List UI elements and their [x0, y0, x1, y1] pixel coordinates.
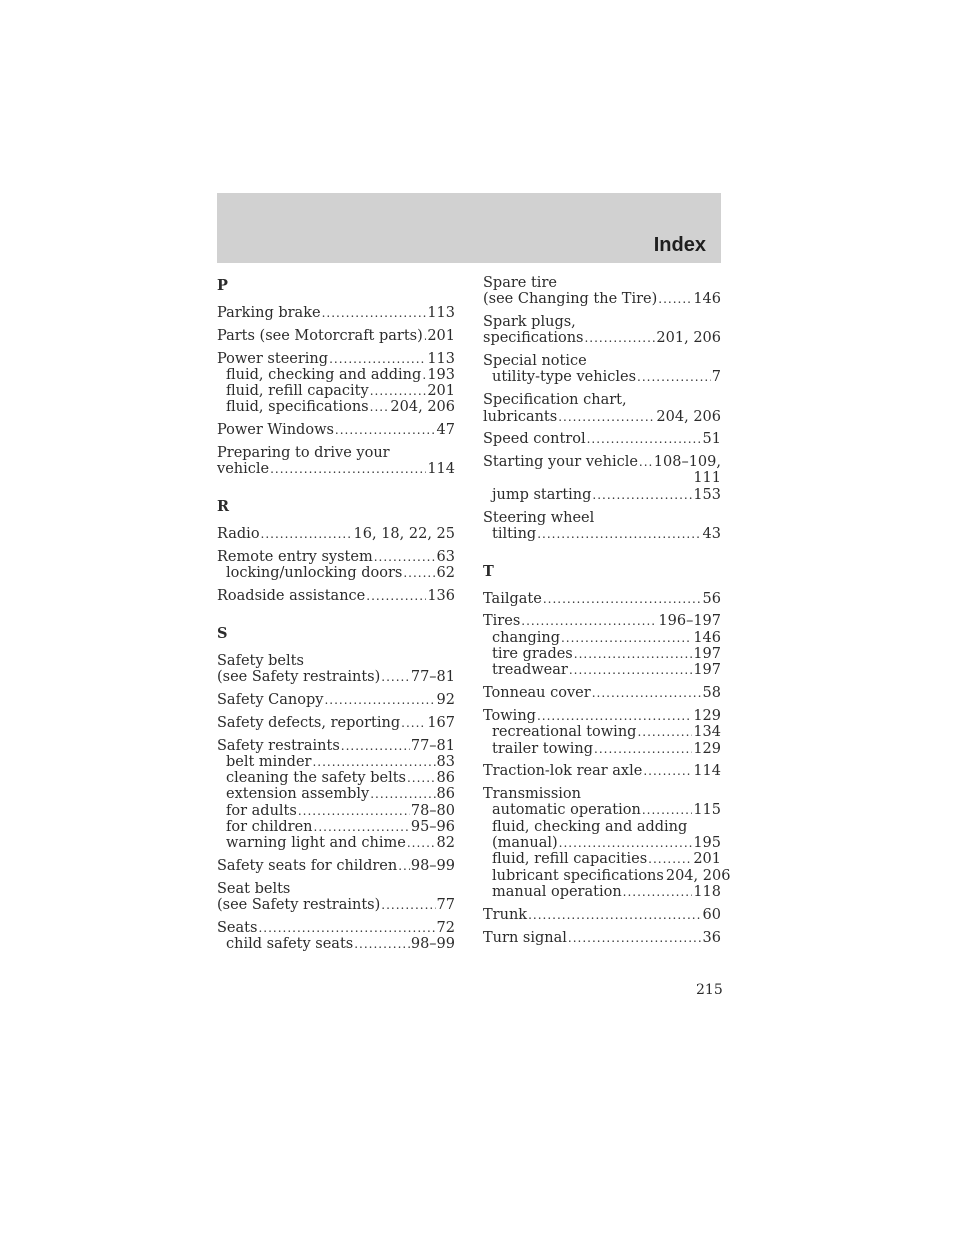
index-entry	[217, 920, 455, 953]
index-entry-line	[483, 591, 721, 607]
page-reference: 62	[436, 565, 455, 582]
entry-text: warning light and chime	[226, 835, 406, 852]
dot-leader	[569, 662, 692, 678]
index-entry-line	[483, 454, 721, 470]
index-entry	[483, 510, 721, 543]
dot-leader	[521, 613, 657, 629]
index-entry	[217, 588, 455, 604]
dot-leader	[637, 369, 711, 385]
dot-leader	[537, 708, 692, 724]
page-reference: 58	[702, 685, 721, 702]
entry-text: Tonneau cover	[483, 685, 591, 702]
index-entry-line	[483, 930, 721, 946]
index-subentry-line	[483, 802, 721, 818]
page-reference: 114	[427, 461, 455, 478]
page-reference: 77–81	[410, 737, 455, 754]
index-entry-line	[483, 708, 721, 724]
index-entry-line	[217, 897, 455, 913]
dot-leader	[658, 291, 692, 307]
dot-leader	[370, 399, 390, 415]
index-entry	[483, 930, 721, 946]
page-reference: 129	[693, 707, 721, 724]
entry-text: Parts (see Motorcraft parts)	[217, 327, 423, 344]
index-entry	[483, 685, 721, 701]
index-subentry-line	[483, 646, 721, 662]
page-reference: 146	[693, 291, 721, 308]
page-reference: 118	[693, 883, 721, 900]
entry-text: Seats	[217, 920, 258, 937]
dot-leader	[537, 526, 701, 542]
page-reference: 204, 206	[656, 408, 721, 425]
dot-leader	[594, 741, 692, 757]
page-reference: 82	[436, 835, 455, 852]
dot-leader	[561, 630, 692, 646]
entry-text: utility-type vehicles	[492, 369, 637, 386]
index-entry	[483, 786, 731, 900]
index-subentry-line	[217, 754, 455, 770]
page-reference: 129	[693, 740, 721, 757]
entry-text: tire grades	[492, 646, 573, 663]
index-entry-line	[217, 858, 455, 874]
entry-text: Specification chart,	[483, 392, 627, 409]
entry-text: fluid, refill capacities	[492, 851, 648, 868]
dot-leader	[407, 835, 436, 851]
entry-text: manual operation	[492, 883, 622, 900]
dot-leader	[258, 920, 435, 936]
index-subentry-line	[217, 770, 455, 786]
page-reference: 108–109,	[653, 454, 721, 471]
page-reference: 98–99	[410, 858, 455, 875]
page-number: 215	[696, 982, 723, 998]
dot-leader	[329, 351, 426, 367]
entry-text: recreational towing	[492, 724, 637, 741]
index-entry-line	[483, 353, 721, 369]
entry-text: locking/unlocking doors	[226, 565, 403, 582]
dot-leader	[574, 646, 693, 662]
index-subentry-line	[217, 786, 455, 802]
dot-leader	[354, 936, 410, 952]
page-title: Index	[653, 234, 706, 256]
dot-leader	[639, 454, 653, 470]
dot-leader	[403, 565, 435, 581]
page-reference: 98–99	[410, 936, 455, 953]
page-reference: 196–197	[658, 613, 721, 630]
entry-text: child safety seats	[226, 936, 354, 953]
dot-leader	[407, 770, 436, 786]
index-subentry-line	[217, 835, 455, 851]
page-reference: 36	[702, 929, 721, 946]
page-reference: 56	[702, 590, 721, 607]
section-gap	[217, 611, 455, 623]
index-subentry-line	[483, 819, 721, 835]
dot-leader	[341, 738, 410, 754]
entry-text: jump starting	[492, 486, 592, 503]
entry-text: Tires	[483, 613, 521, 630]
entry-text: lubricant specifications	[492, 867, 664, 884]
entry-text: (manual)	[492, 835, 558, 852]
index-entry-line	[483, 409, 721, 425]
entry-text: belt minder	[226, 753, 312, 770]
entry-text: Safety seats for children	[217, 858, 398, 875]
index-entry	[217, 526, 455, 542]
index-subentry-line	[217, 383, 455, 399]
index-entry-line	[217, 445, 455, 461]
index-subentry-line	[217, 803, 455, 819]
dot-leader	[335, 422, 436, 438]
index-subentry-line	[217, 399, 455, 415]
index-entry-line	[483, 314, 721, 330]
index-subentry-line	[483, 741, 721, 757]
entry-text: Safety restraints	[217, 737, 340, 754]
page-reference: 111	[693, 470, 721, 487]
entry-text: Power steering	[217, 350, 329, 367]
index-entry	[217, 422, 455, 438]
index-entry	[483, 708, 721, 757]
page-reference: 60	[702, 906, 721, 923]
index-entry-line	[483, 291, 721, 307]
index-entry	[483, 314, 721, 347]
index-entry-line	[483, 613, 721, 629]
entry-text: Spark plugs,	[483, 314, 576, 331]
entry-text: Tailgate	[483, 590, 542, 607]
entry-text: trailer towing	[492, 740, 594, 757]
index-subentry-line	[483, 724, 721, 740]
index-subentry-line	[483, 884, 721, 900]
page-reference: 167	[427, 714, 455, 731]
index-subentry-line	[217, 367, 455, 383]
index-entry-line	[217, 715, 455, 731]
entry-text: Parking brake	[217, 305, 321, 321]
entry-text: Turn signal	[483, 929, 567, 946]
index-column-right	[483, 275, 731, 952]
dot-leader	[559, 835, 693, 851]
entry-text: Spare tire	[483, 275, 557, 291]
entry-text: Seat belts	[217, 880, 291, 897]
page-reference: 197	[693, 646, 721, 663]
page-reference: 134	[693, 724, 721, 741]
entry-text: Towing	[483, 707, 536, 724]
index-entry-line	[217, 588, 455, 604]
page-reference: 72	[436, 920, 455, 937]
dot-leader	[528, 907, 701, 923]
entry-text: fluid, checking and adding	[226, 366, 422, 383]
index-entry	[217, 881, 455, 914]
dot-leader	[592, 487, 692, 503]
index-entry	[483, 353, 721, 386]
section-gap	[217, 484, 455, 496]
entry-text: for adults	[226, 802, 297, 819]
entry-text: Speed control	[483, 431, 586, 448]
index-entry-line	[217, 653, 455, 669]
page-reference: 201	[427, 383, 455, 400]
dot-leader	[623, 884, 693, 900]
index-column-left	[217, 275, 455, 959]
page-reference: 201	[427, 327, 455, 344]
page-reference: 51	[702, 431, 721, 448]
page-reference: 78–80	[410, 802, 455, 819]
index-entry	[217, 305, 455, 321]
dot-leader	[314, 819, 410, 835]
page-reference: 114	[693, 763, 721, 780]
page-reference: 204, 206	[665, 867, 731, 884]
section-gap	[483, 549, 721, 561]
index-entry-line	[217, 328, 455, 344]
entry-text: Special notice	[483, 353, 587, 370]
dot-leader	[587, 431, 702, 447]
page-reference: 77–81	[410, 669, 455, 686]
index-entry-line	[217, 461, 455, 477]
index-entry-line	[483, 907, 721, 923]
index-entry-line	[217, 669, 455, 685]
entry-text: Safety Canopy	[217, 691, 324, 708]
page-reference: 113	[427, 305, 455, 321]
dot-leader	[643, 763, 692, 779]
index-entry-line	[217, 351, 455, 367]
index-entry-line	[483, 685, 721, 701]
entry-text: (see Changing the Tire)	[483, 291, 658, 308]
index-entry-line	[217, 526, 455, 542]
index-subentry-line	[217, 936, 455, 952]
index-entry	[217, 549, 455, 582]
dot-leader	[637, 724, 692, 740]
dot-leader	[322, 305, 427, 321]
index-subentry-line	[217, 565, 455, 581]
entry-text: changing	[492, 629, 560, 646]
entry-text: (see Safety restraints)	[217, 897, 381, 914]
index-entry-line	[483, 392, 721, 408]
entry-text: fluid, checking and adding	[492, 818, 688, 835]
page-reference: 43	[702, 525, 721, 542]
dot-leader	[584, 330, 655, 346]
section-letter: P	[217, 277, 228, 294]
entry-text: Preparing to drive your	[217, 445, 390, 462]
index-entry-line	[483, 275, 721, 291]
section-letter: R	[217, 498, 230, 516]
dot-leader	[422, 367, 426, 383]
entry-text: vehicle	[217, 461, 270, 478]
dot-leader	[592, 685, 702, 701]
index-entry	[217, 653, 455, 686]
index-entry	[217, 692, 455, 708]
entry-text: Trunk	[483, 906, 528, 923]
page-reference: 197	[693, 662, 721, 679]
dot-leader	[370, 786, 435, 802]
entry-text: Traction-lok rear axle	[483, 763, 643, 780]
page-reference: 115	[693, 802, 721, 819]
dot-leader	[558, 409, 655, 425]
entry-text: fluid, specifications	[226, 399, 369, 416]
entry-text: Roadside assistance	[217, 588, 366, 605]
index-entry-line	[483, 763, 721, 779]
index-subentry-line	[483, 867, 731, 884]
dot-leader	[366, 588, 426, 604]
page-reference: 153	[693, 486, 721, 503]
page-reference: 95–96	[410, 819, 455, 836]
dot-leader	[374, 549, 436, 565]
index-entry-line	[483, 330, 721, 346]
page-reference: 47	[436, 422, 455, 439]
index-entry-line	[217, 422, 455, 438]
index-subentry-line	[483, 369, 721, 385]
section-letter: T	[483, 562, 494, 580]
index-subentry-line	[217, 819, 455, 835]
index-entry	[483, 275, 721, 308]
dot-leader	[370, 383, 427, 399]
dot-leader	[324, 692, 435, 708]
page-reference: 204, 206	[390, 399, 455, 416]
index-entry	[217, 715, 455, 731]
entry-text: specifications	[483, 330, 584, 347]
index-entry	[217, 738, 455, 852]
index-entry-line	[483, 470, 721, 486]
index-entry	[217, 858, 455, 874]
index-entry	[217, 328, 455, 344]
index-entry-line	[483, 786, 721, 802]
section-letter: S	[217, 624, 228, 642]
page-reference: 77	[436, 897, 455, 914]
entry-text: lubricants	[483, 408, 558, 425]
page-reference: 16, 18, 22, 25	[353, 526, 455, 543]
page-reference: 201	[693, 851, 721, 868]
index-entry	[483, 431, 721, 447]
index-entry-line	[217, 920, 455, 936]
dot-leader	[381, 897, 435, 913]
dot-leader	[381, 669, 410, 685]
index-entry-line	[483, 431, 721, 447]
entry-text: cleaning the safety belts	[226, 770, 406, 787]
index-entry-line	[217, 305, 455, 321]
page-reference: 136	[427, 588, 455, 605]
dot-leader	[312, 754, 435, 770]
index-entry-line	[483, 510, 721, 526]
entry-text: Radio	[217, 526, 260, 543]
index-entry	[483, 591, 721, 607]
dot-leader	[270, 461, 426, 477]
page-reference: 113	[427, 350, 455, 367]
dot-leader	[261, 526, 353, 542]
entry-text: (see Safety restraints)	[217, 669, 381, 686]
dot-leader	[568, 930, 702, 946]
entry-text: Remote entry system	[217, 548, 373, 565]
page-reference: 146	[693, 629, 721, 646]
index-entry	[483, 454, 721, 503]
index-entry-line	[217, 738, 455, 754]
page-reference: 83	[436, 753, 455, 770]
entry-text: fluid, refill capacity	[226, 383, 369, 400]
entry-text: Starting your vehicle	[483, 454, 638, 471]
page-reference: 63	[436, 548, 455, 565]
page-reference: 201, 206	[656, 330, 721, 347]
index-entry-line	[217, 881, 455, 897]
entry-text: Safety belts	[217, 652, 304, 669]
index-subentry-line	[483, 526, 721, 542]
index-entry	[483, 613, 721, 678]
index-entry	[217, 445, 455, 478]
entry-text: tilting	[492, 525, 537, 542]
index-subentry-line	[483, 662, 721, 678]
entry-text: extension assembly	[226, 786, 370, 803]
dot-leader	[648, 851, 692, 867]
index-subentry-line	[483, 630, 721, 646]
entry-text: treadwear	[492, 662, 568, 679]
index-entry	[483, 392, 721, 425]
entry-text: automatic operation	[492, 802, 641, 819]
dot-leader	[424, 328, 427, 344]
dot-leader	[401, 715, 426, 731]
entry-text: Power Windows	[217, 422, 334, 439]
index-entry	[483, 907, 721, 923]
dot-leader	[398, 858, 410, 874]
page-reference: 92	[436, 691, 455, 708]
dot-leader	[298, 803, 410, 819]
page-reference: 193	[427, 366, 455, 383]
index-entry-line	[217, 549, 455, 565]
dot-leader	[642, 802, 692, 818]
dot-leader	[543, 591, 702, 607]
page-reference: 86	[436, 786, 455, 803]
page-reference: 195	[693, 835, 721, 852]
entry-text: for children	[226, 819, 313, 836]
index-header-bar	[217, 193, 721, 263]
entry-text: Steering wheel	[483, 509, 595, 526]
index-entry	[217, 351, 455, 416]
entry-text: Transmission	[483, 786, 582, 803]
page-reference: 7	[711, 369, 721, 386]
index-subentry-line	[483, 835, 721, 851]
index-entry	[483, 763, 721, 779]
index-entry-line	[217, 692, 455, 708]
index-subentry-line	[483, 487, 721, 503]
page-reference: 86	[436, 770, 455, 787]
entry-text: Safety defects, reporting	[217, 714, 401, 731]
index-subentry-line	[483, 851, 721, 867]
